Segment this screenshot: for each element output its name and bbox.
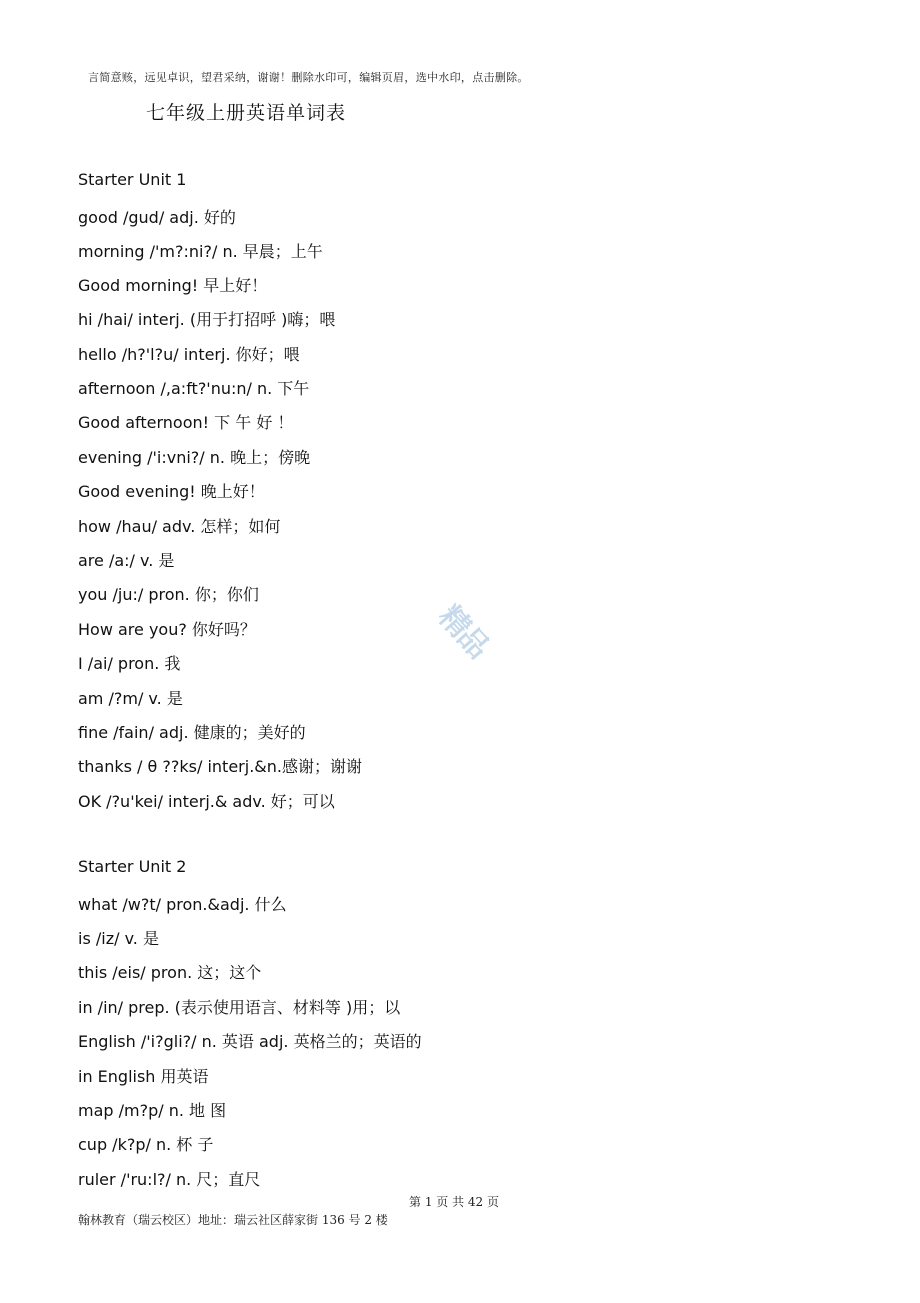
vocab-entry: English /'i?gli?/ n. 英语 adj. 英格兰的；英语的 xyxy=(78,1032,422,1051)
watermark-text: 精品 xyxy=(431,599,495,665)
vocab-entry: thanks / θ ??ks/ interj.&n.感谢；谢谢 xyxy=(78,757,362,776)
vocab-entry: I /ai/ pron. 我 xyxy=(78,654,181,673)
page-title: 七年级上册英语单词表 xyxy=(146,102,347,124)
vocab-entry: hello /h?'l?u/ interj. 你好；喂 xyxy=(78,345,300,364)
vocab-entry: in English 用英语 xyxy=(78,1067,209,1086)
header-note: 言简意赅，远见卓识，望君采纳，谢谢！删除水印可，编辑页眉，选中水印，点击删除。 xyxy=(88,71,529,84)
vocab-entry: morning /'m?:ni?/ n. 早晨；上午 xyxy=(78,242,323,261)
vocab-entry: evening /'i:vni?/ n. 晚上；傍晚 xyxy=(78,448,311,467)
vocab-entry: ruler /'ru:l?/ n. 尺；直尺 xyxy=(78,1170,261,1189)
vocab-entry: afternoon /,a:ft?'nu:n/ n. 下午 xyxy=(78,379,310,398)
vocab-entry: how /hau/ adv. 怎样；如何 xyxy=(78,517,281,536)
vocab-entry: cup /k?p/ n. 杯 子 xyxy=(78,1135,214,1154)
vocab-entry: this /eis/ pron. 这；这个 xyxy=(78,963,262,982)
vocab-entry: good /gud/ adj. 好的 xyxy=(78,208,236,227)
vocab-entry: Good morning! 早上好！ xyxy=(78,276,268,295)
watermark[interactable] xyxy=(411,594,517,700)
vocab-entry: is /iz/ v. 是 xyxy=(78,929,159,948)
vocab-entry: hi /hai/ interj. (用于打招呼 )嗨；喂 xyxy=(78,310,336,329)
vocab-entry: OK /?u'kei/ interj.& adv. 好；可以 xyxy=(78,792,335,811)
vocab-entry: in /in/ prep. (表示使用语言、材料等 )用；以 xyxy=(78,998,401,1017)
vocab-entry: am /?m/ v. 是 xyxy=(78,689,183,708)
section-heading: Starter Unit 1 xyxy=(78,170,187,189)
vocab-entry: Good evening! 晚上好！ xyxy=(78,482,265,501)
footer-address: 翰林教育（瑞云校区）地址：瑞云社区薛家街 136 号 2 楼 xyxy=(78,1213,388,1227)
vocab-entry: Good afternoon! 下 午 好 ！ xyxy=(78,413,294,432)
vocab-entry: fine /fain/ adj. 健康的；美好的 xyxy=(78,723,306,742)
vocab-entry: are /a:/ v. 是 xyxy=(78,551,175,570)
vocab-entry: you /ju:/ pron. 你；你们 xyxy=(78,585,259,604)
vocab-entry: map /m?p/ n. 地 图 xyxy=(78,1101,227,1120)
vocab-entry: How are you? 你好吗？ xyxy=(78,620,256,639)
vocab-entry: what /w?t/ pron.&adj. 什么 xyxy=(78,895,287,914)
page-number: 第 1 页 共 42 页 xyxy=(409,1195,499,1209)
section-heading: Starter Unit 2 xyxy=(78,857,187,876)
